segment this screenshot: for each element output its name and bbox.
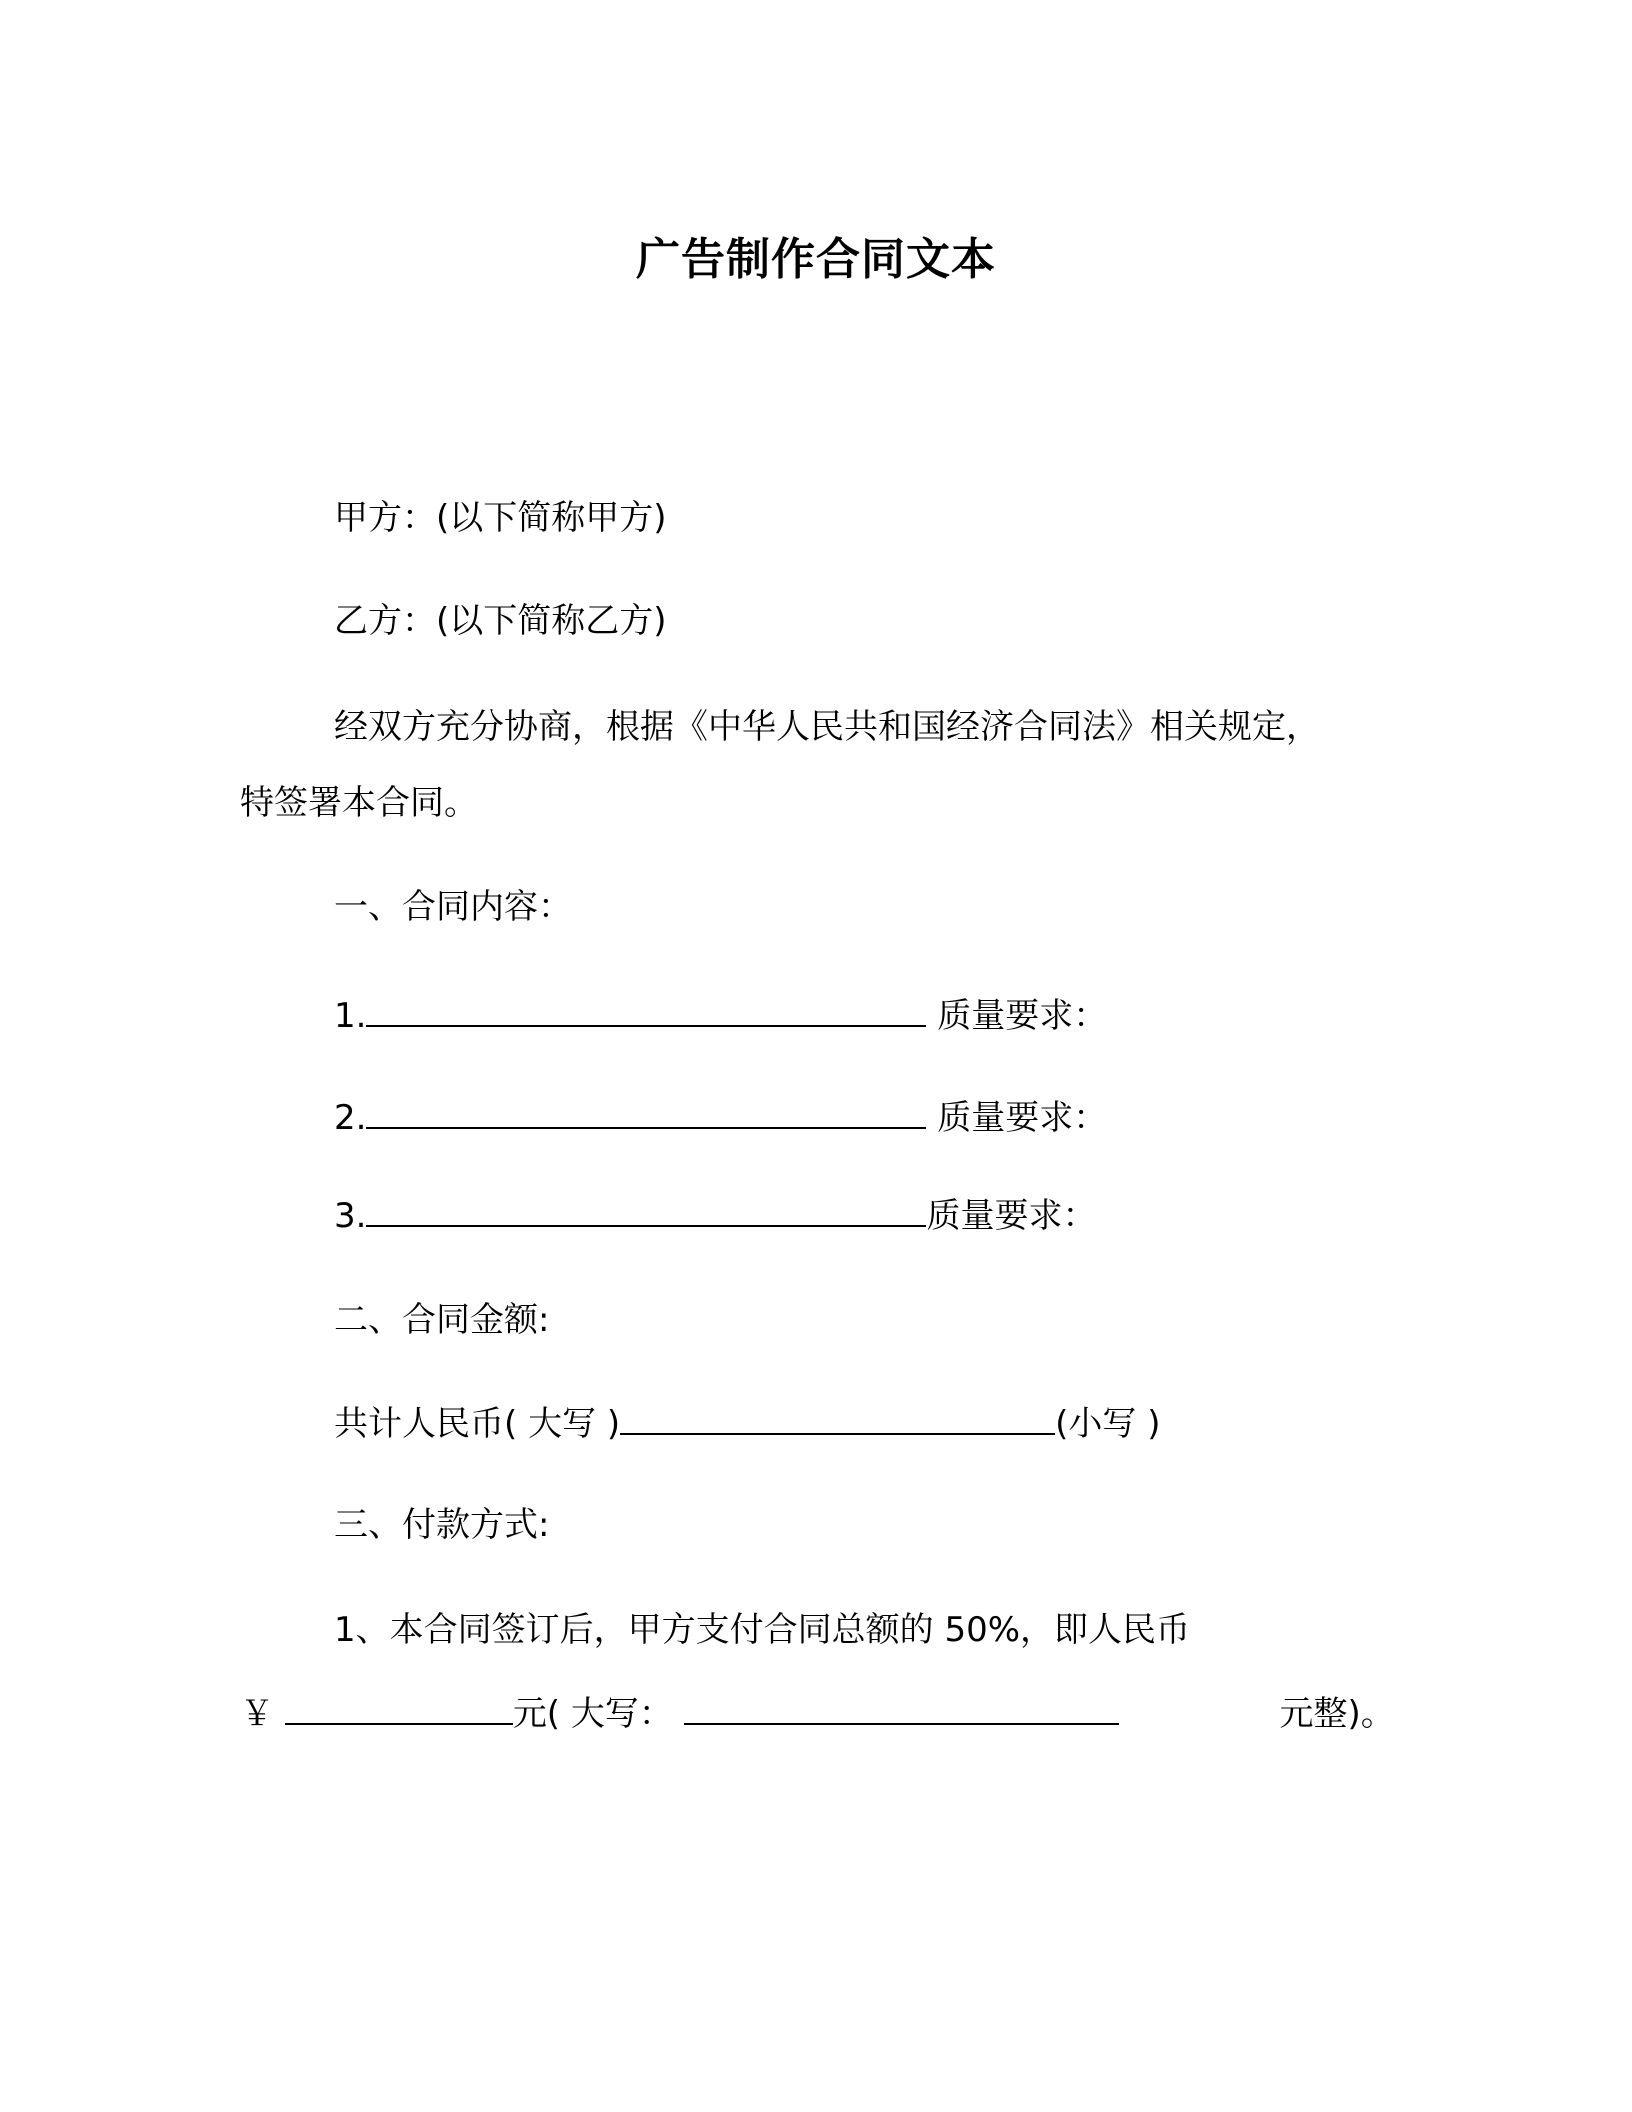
party-b-line: 乙方：(以下简称乙方)	[334, 601, 667, 641]
content-item-number: 1.	[334, 996, 367, 1036]
payment-line-2	[240, 1693, 1395, 1735]
document-title: 广告制作合同文本	[636, 234, 996, 285]
content-item-number: 2.	[334, 1098, 367, 1138]
payment-line-1: 1、本合同签订后，甲方支付合同总额的 50%，即人民币	[334, 1610, 1191, 1650]
section-3-heading: 三、付款方式:	[334, 1505, 550, 1545]
party-a-line: 甲方：(以下简称甲方)	[334, 498, 667, 538]
payment-yuan-label: 元( 大写：	[512, 1694, 673, 1734]
fill-in-blank[interactable]	[366, 1195, 926, 1227]
content-item-2	[334, 1097, 1107, 1139]
amount-blank[interactable]	[620, 1403, 1055, 1435]
section-2-heading: 二、合同金额:	[334, 1300, 550, 1340]
content-item-number: 3.	[334, 1196, 367, 1236]
currency-symbol: ￥	[240, 1694, 274, 1734]
amount-uppercase-label: 共计人民币( 大写 )	[334, 1404, 621, 1444]
amount-lowercase-label: (小写 )	[1055, 1404, 1161, 1444]
quality-label: 质量要求：	[937, 996, 1108, 1036]
payment-uppercase-blank[interactable]	[684, 1693, 1119, 1725]
preamble-line-1: 经双方充分协商，根据《中华人民共和国经济合同法》相关规定，	[334, 707, 1320, 747]
payment-close-label: 元整)。	[1279, 1694, 1395, 1734]
fill-in-blank[interactable]	[366, 995, 926, 1027]
preamble-line-2: 特签署本合同。	[240, 783, 478, 823]
content-item-1	[334, 995, 1107, 1037]
payment-amount-blank[interactable]	[285, 1693, 513, 1725]
amount-line	[334, 1403, 1161, 1445]
quality-label: 质量要求：	[926, 1196, 1097, 1236]
quality-label: 质量要求：	[937, 1098, 1108, 1138]
section-1-heading: 一、合同内容：	[334, 887, 572, 927]
fill-in-blank[interactable]	[366, 1097, 926, 1129]
content-item-3	[334, 1195, 1096, 1237]
